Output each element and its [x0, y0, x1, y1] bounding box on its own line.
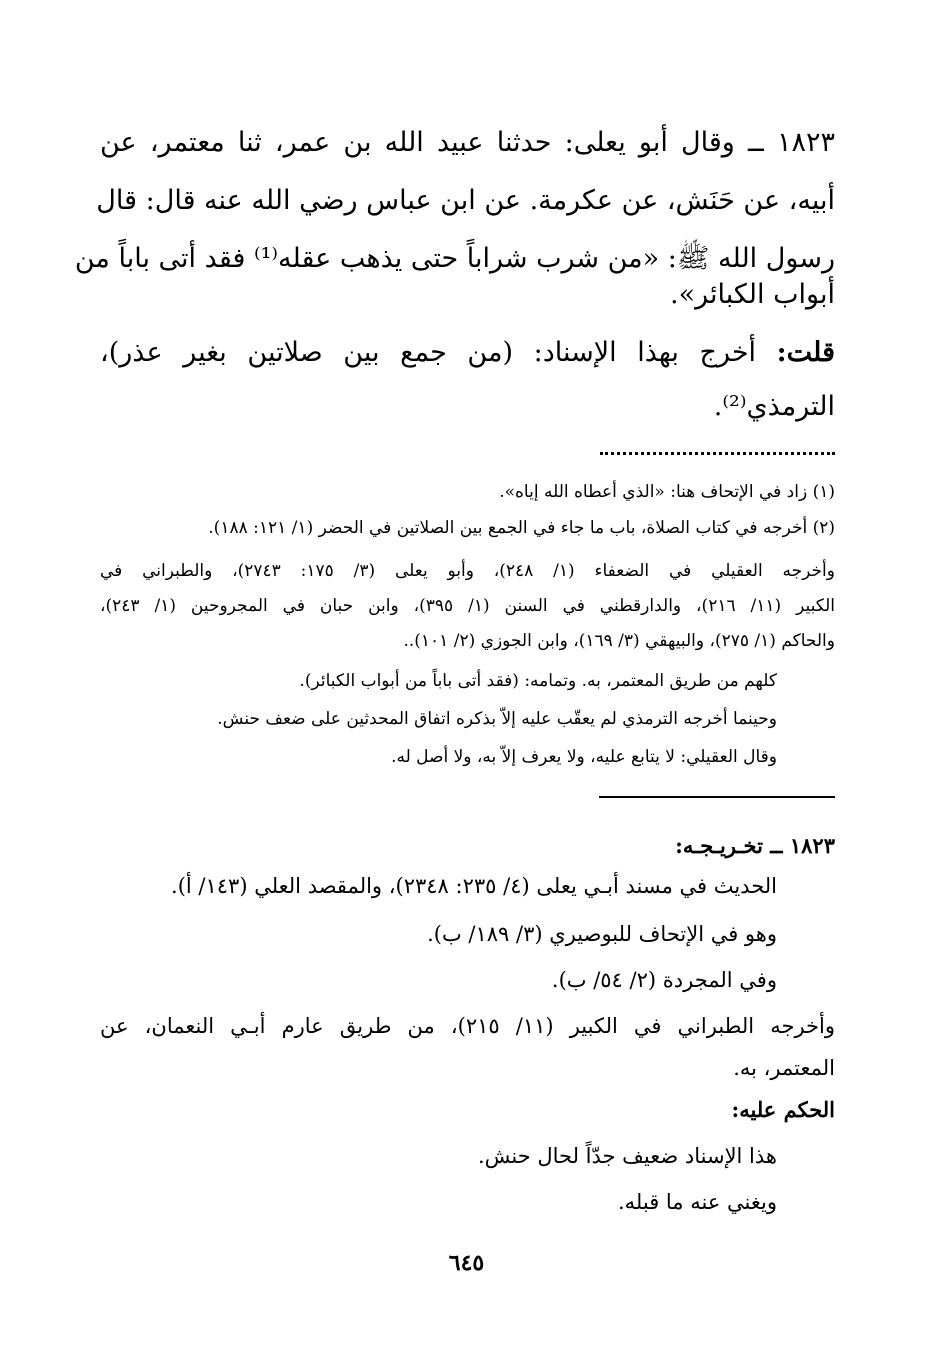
hadith-line-1: ١٨٢٣ ــ وقال أبو يعلى: حدثنا عبيد الله بن عمر، ثنا معتمر، عن [100, 127, 835, 158]
footnote-2-line-4: والحاكم (١/ ٢٧٥)، والبيهقي (٣/ ١٦٩)، وابن الجوزي (٢/ ١٠١).. [403, 631, 835, 651]
footnote-2-line-3: الكبير (١١/ ٢١٦)، والدارقطني في السنن (١/ ٣٩٥)، وابن حبان في المجروحين (١/ ٢٤٣)، [100, 596, 835, 616]
hadith-line-2: أبيه، عن حَنَش، عن عكرمة. عن ابن عباس رضي الله عنه قال: قال [96, 185, 835, 216]
footnote-2-line-5: كلهم من طريق المعتمر، به. وتمامه: (فقد أتى باباً من أبواب الكبائر). [299, 671, 777, 691]
hukm-line-1: هذا الإسناد ضعيف جدّاً لحال حنش. [477, 1144, 777, 1168]
takhrij-line-4: وأخرجه الطبراني في الكبير (١١/ ٢١٥)، من طريق عارم أبـي النعمان، عن [100, 1014, 835, 1038]
footnote-2-line-6: وحينما أخرجه الترمذي لم يعقّب عليه إلاّ بذكره اتفاق المحدثين على ضعف حنش. [217, 709, 777, 729]
takhrij-line-3: وفي المجردة (٢/ ٥٤/ ب). [551, 968, 777, 992]
hukm-line-2: ويغني عنه ما قبله. [617, 1190, 777, 1214]
section-divider [599, 796, 835, 798]
qult-label: قلت: [776, 337, 835, 368]
takhrij-line-2: وهو في الإتحاف للبوصيري (٣/ ١٨٩/ ب). [427, 922, 777, 946]
hukm-heading: الحكم عليه: [731, 1097, 835, 1122]
footnote-1: (١) زاد في الإتحاف هنا: «الذي أعطاه الله إياه». [499, 482, 835, 502]
footnote-2-line-1: (٢) أخرجه في كتاب الصلاة، باب ما جاء في الجمع بين الصلاتين في الحضر (١/ ١٢١: ١٨٨). [208, 518, 835, 538]
qult-line [100, 328, 835, 378]
takhrij-line-5: المعتمر، به. [733, 1056, 835, 1080]
page-number: ٦٤٥ [448, 1250, 485, 1276]
footnote-2-line-2: وأخرجه العقيلي في الضعفاء (١/ ٢٤٨)، وأبو يعلى (٣/ ١٧٥: ٢٧٤٣)، والطبراني في [100, 561, 835, 581]
hadith-line-6: الترمذي⁽²⁾. [713, 391, 835, 422]
footnote-separator [600, 452, 835, 455]
hadith-line-3: رسول الله ﷺ: «من شرب شراباً حتى يذهب عقله⁽¹⁾ فقد أتى باباً من [74, 243, 835, 274]
footnote-2-line-7: وقال العقيلي: لا يتابع عليه، ولا يعرف إلاّ به، ولا أصل له. [391, 747, 777, 767]
qult-text: أخرج بهذا الإسناد: (من جمع بين صلاتين بغير عذر)، [100, 337, 757, 368]
hadith-line-4: أبواب الكبائر». [670, 279, 835, 310]
takhrij-line-1: الحديث في مسند أبـي يعلى (٤/ ٢٣٥: ٢٣٤٨)، والمقصد العلي (١٤٣/ أ). [171, 874, 777, 898]
takhrij-heading: ١٨٢٣ ــ تخـريـجـه: [675, 833, 835, 858]
